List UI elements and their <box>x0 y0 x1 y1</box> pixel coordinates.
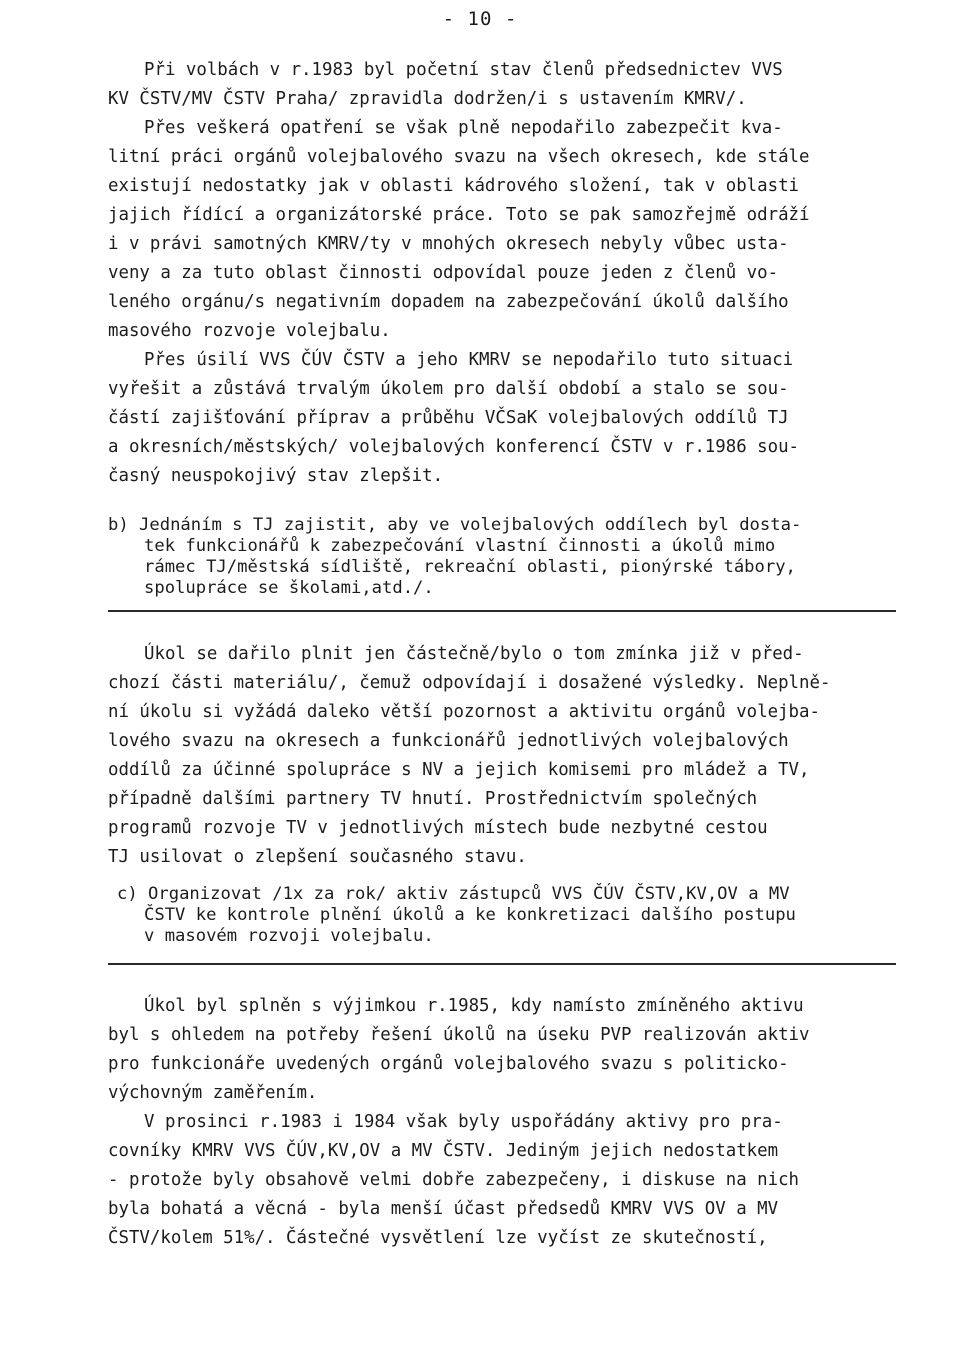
text-line: lového svazu na okresech a funkcionářů jednotlivých volejbalových <box>108 731 789 751</box>
text-line: TJ usilovat o zlepšení současného stavu. <box>108 847 527 867</box>
text-line: Úkol byl splněn s výjimkou r.1985, kdy namísto zmíněného aktivu <box>144 996 804 1016</box>
text-line: pro funkcionáře uvedených orgánů volejbalového svazu s politicko- <box>108 1054 789 1074</box>
text-line: b) Jednáním s TJ zajistit, aby ve volejbalových oddílech byl dosta- <box>108 515 802 535</box>
text-line: časný neuspokojivý stav zlepšit. <box>108 466 444 486</box>
text-line: existují nedostatky jak v oblasti kádrového složení, tak v oblasti <box>108 176 800 196</box>
text-line: byl s ohledem na potřeby řešení úkolů na úseku PVP realizován aktiv <box>108 1025 810 1045</box>
text-line: chozí části materiálu/, čemuž odpovídají i dosažené výsledky. Neplně- <box>108 673 831 693</box>
text-line: a okresních/městských/ volejbalových konferencí ČSTV v r.1986 sou- <box>108 437 800 457</box>
horizontal-rule <box>108 610 896 612</box>
text-line: c) Organizovat /1x za rok/ aktiv zástupců VVS ČÚV ČSTV,KV,OV a MV <box>117 884 790 904</box>
text-line: veny a za tuto oblast činnosti odpovídal pouze jeden z členů vo- <box>108 263 779 283</box>
text-line: rámec TJ/městská sídliště, rekreační oblasti, pionýrské tábory, <box>144 557 796 577</box>
text-line: KV ČSTV/MV ČSTV Praha/ zpravidla dodržen/i s ustavením KMRV/. <box>108 89 747 109</box>
text-line: V prosinci r.1983 i 1984 však byly uspořádány aktivy pro pra- <box>144 1112 783 1132</box>
text-line: litní práci orgánů volejbalového svazu na všech okresech, kde stále <box>108 147 810 167</box>
text-line: leného orgánu/s negativním dopadem na zabezpečování úkolů dalšího <box>108 292 789 312</box>
text-line: částí zajišťování příprav a průběhu VČSaK volejbalových oddílů TJ <box>108 408 789 428</box>
horizontal-rule <box>108 963 896 965</box>
text-line: Přes veškerá opatření se však plně nepodařilo zabezpečit kva- <box>144 118 783 138</box>
text-line: covníky KMRV VVS ČÚV,KV,OV a MV ČSTV. Jediným jejich nedostatkem <box>108 1141 779 1161</box>
text-line: Přes úsilí VVS ČÚV ČSTV a jeho KMRV se nepodařilo tuto situaci <box>144 350 794 370</box>
text-line: ní úkolu si vyžádá daleko větší pozornost a aktivitu orgánů volejba- <box>108 702 820 722</box>
text-line: oddílů za účinné spolupráce s NV a jejich komisemi pro mládež a TV, <box>108 760 810 780</box>
text-line: ČSTV ke kontrole plnění úkolů a ke konkretizaci dalšího postupu <box>144 905 796 925</box>
text-line: tek funkcionářů k zabezpečování vlastní činnosti a úkolů mimo <box>144 536 776 556</box>
page-number: - 10 - <box>442 8 518 30</box>
text-line: spolupráce se školami,atd./. <box>144 578 434 598</box>
text-line: Úkol se dařilo plnit jen částečně/bylo o tom zmínka již v před- <box>144 644 804 664</box>
text-line: byla bohatá a věcná - byla menší účast předsedů KMRV VVS OV a MV <box>108 1199 779 1219</box>
text-line: programů rozvoje TV v jednotlivých místech bude nezbytné cestou <box>108 818 768 838</box>
text-line: masového rozvoje volejbalu. <box>108 321 391 341</box>
text-line: i v právi samotných KMRV/ty v mnohých okresech nebyly vůbec usta- <box>108 234 789 254</box>
text-line: ČSTV/kolem 51%/. Částečné vysvětlení lze vyčíst ze skutečností, <box>108 1228 768 1248</box>
text-line: výchovným zaměřením. <box>108 1083 318 1103</box>
text-line: Při volbách v r.1983 byl početní stav členů předsednictev VVS <box>144 60 783 80</box>
text-line: vyřešit a zůstává trvalým úkolem pro další období a stalo se sou- <box>108 379 789 399</box>
text-line: - protože byly obsahově velmi dobře zabezpečeny, i diskuse na nich <box>108 1170 800 1190</box>
text-line: v masovém rozvoji volejbalu. <box>144 926 434 946</box>
text-line: jajich řídící a organizátorské práce. Toto se pak samozřejmě odráží <box>108 205 810 225</box>
text-line: případně dalšími partnery TV hnutí. Prostřednictvím společných <box>108 789 758 809</box>
